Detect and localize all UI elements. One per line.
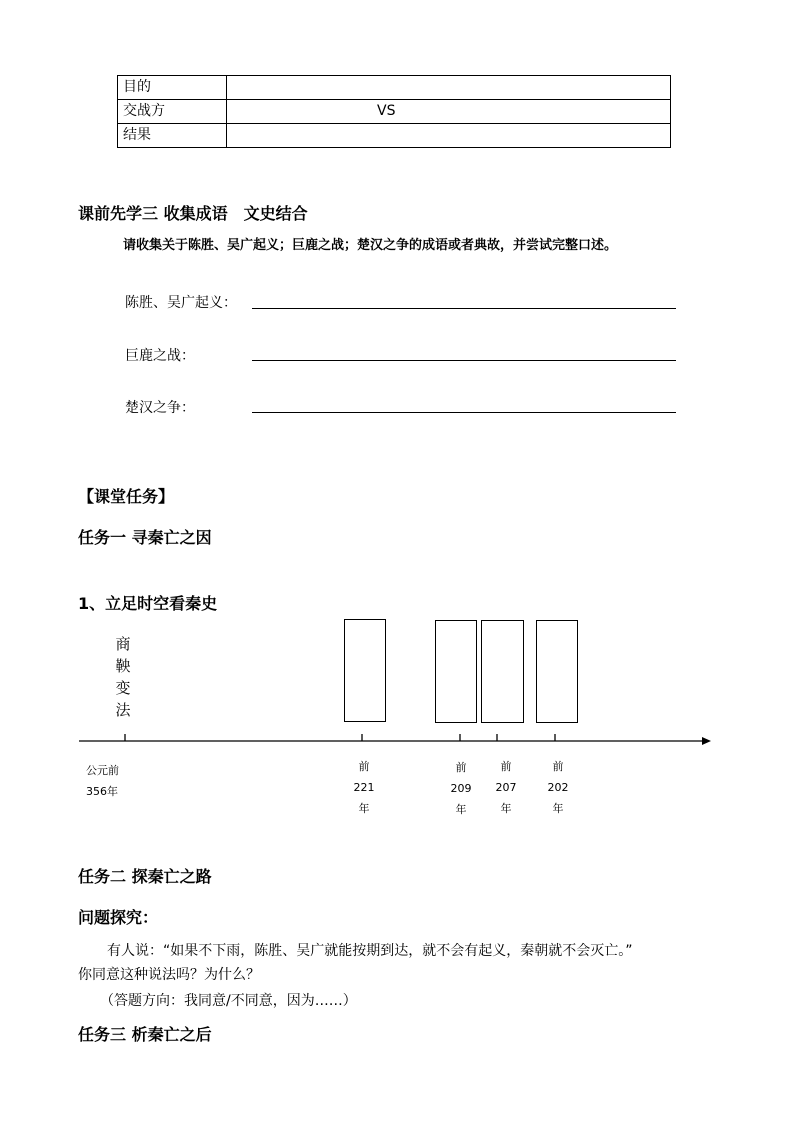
row-value-belligerents[interactable]	[227, 100, 671, 124]
info-table	[117, 75, 671, 148]
tick-label-line: 209	[450, 782, 472, 795]
tick-label-line: 前	[455, 761, 467, 774]
timeline-event-label	[113, 633, 133, 721]
event-char: 鞅	[115, 657, 131, 675]
event-char: 商	[115, 635, 131, 653]
tick-label-line: 年	[500, 802, 512, 815]
tick-label-line: 前	[358, 760, 370, 773]
timeline-answer-box-209[interactable]	[435, 620, 477, 723]
tick-label-line: 公元前	[86, 764, 119, 777]
tick-label-207	[494, 756, 518, 819]
task1-heading: 任务一 寻秦亡之因	[78, 528, 212, 547]
tick-label-209	[449, 757, 473, 820]
tick-label-line: 前	[500, 760, 512, 773]
row-label-purpose: 目的	[118, 76, 227, 100]
tick-label-line: 年	[358, 802, 370, 815]
tick-label-202	[546, 756, 570, 819]
task1-subheading: 1、立足时空看秦史	[78, 594, 218, 613]
section3-instruction: 请收集关于陈胜、吴广起义；巨鹿之战；楚汉之争的成语或者典故，并尝试完整口述。	[123, 238, 618, 253]
idiom-label-chuhan: 楚汉之争：	[125, 400, 195, 416]
event-char: 变	[115, 679, 131, 697]
table-row	[118, 100, 671, 124]
row-value-result[interactable]	[227, 124, 671, 148]
task3-heading: 任务三 析秦亡之后	[78, 1025, 212, 1044]
question-quote-line1: 有人说：“如果不下雨，陈胜、吴广就能按期到达，就不会有起义，秦朝就不会灭亡。”	[107, 943, 633, 959]
tick-label-line: 221	[353, 781, 375, 794]
timeline-answer-box-202[interactable]	[536, 620, 578, 723]
section3-heading: 课前先学三 收集成语 文史结合	[78, 204, 308, 223]
tick-label-line: 207	[495, 781, 517, 794]
question-title: 问题探究：	[78, 908, 159, 927]
answer-line-julu[interactable]	[252, 360, 676, 361]
table-row	[118, 76, 671, 100]
task2-heading: 任务二 探秦亡之路	[78, 867, 212, 886]
tick-label-line: 年	[552, 802, 564, 815]
tick-label-line: 年	[455, 803, 467, 816]
question-quote-line2: 你同意这种说法吗？为什么？	[78, 967, 260, 983]
tick-label-line: 前	[552, 760, 564, 773]
tick-label-line: 202	[547, 781, 569, 794]
idiom-label-julu: 巨鹿之战：	[125, 348, 195, 364]
vs-text: VS	[377, 103, 396, 119]
tick-label-221	[352, 756, 376, 819]
timeline-answer-box-207[interactable]	[481, 620, 524, 723]
row-label-belligerents: 交战方	[118, 100, 227, 124]
answer-line-chuhan[interactable]	[252, 412, 676, 413]
answer-hint: （答题方向：我同意/不同意，因为……）	[100, 993, 357, 1009]
idiom-label-chensheng: 陈胜、吴广起义：	[125, 295, 237, 311]
timeline-axis	[0, 730, 794, 752]
tick-label-356	[86, 760, 119, 802]
table-row	[118, 124, 671, 148]
row-label-result: 结果	[118, 124, 227, 148]
event-char: 法	[115, 701, 131, 719]
timeline-answer-box-221[interactable]	[344, 619, 386, 722]
row-value-purpose[interactable]	[227, 76, 671, 100]
classroom-heading: 【课堂任务】	[78, 487, 175, 506]
answer-line-chensheng[interactable]	[252, 308, 676, 309]
tick-label-line: 356年	[86, 785, 118, 798]
timeline-arrow-icon	[702, 737, 711, 745]
